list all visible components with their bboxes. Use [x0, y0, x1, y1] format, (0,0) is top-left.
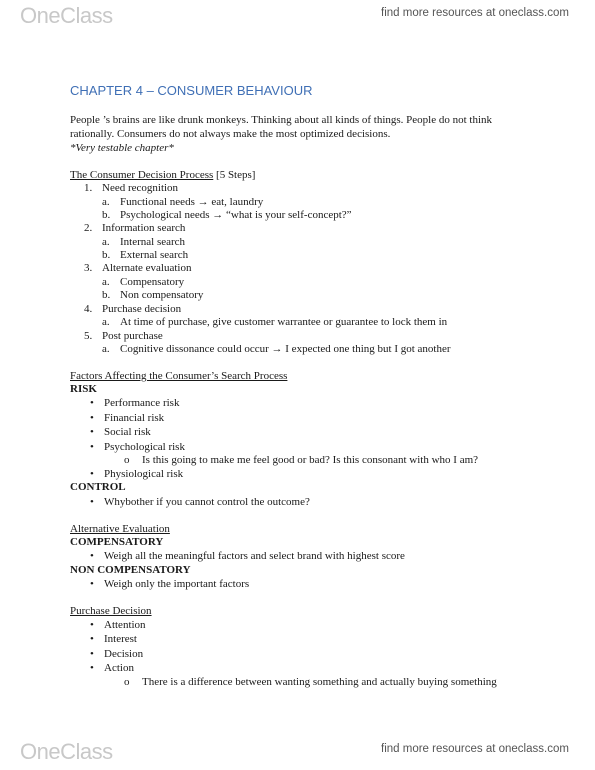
oneclass-logo: OneClass [20, 3, 113, 28]
bullet-icon: • [90, 550, 94, 562]
non-compensatory-item: Weigh only the important factors [104, 578, 250, 590]
step-num: 4. [84, 303, 93, 315]
process-heading-suffix: [5 Steps] [213, 169, 256, 181]
control-item: Whybother if you cannot control the outcome? [104, 496, 310, 508]
step-label: Purchase decision [102, 303, 182, 315]
bullet-icon: • [90, 662, 94, 674]
bullet-icon: • [90, 426, 94, 438]
purchase-item: Attention [104, 619, 146, 631]
substep-label: Functional needs → eat, laundry [120, 196, 264, 208]
risk-item: Psychological risk [104, 441, 185, 453]
process-heading [70, 169, 255, 181]
purchase-item: Decision [104, 648, 144, 660]
alternative-heading: Alternative Evaluation [70, 523, 170, 535]
substep-num: b. [102, 209, 111, 221]
purchase-item: Interest [104, 633, 137, 645]
bullet-icon: • [90, 468, 94, 480]
compensatory-label: COMPENSATORY [70, 536, 164, 548]
substep-label: Compensatory [120, 276, 185, 288]
process-heading-text: The Consumer Decision Process [70, 169, 214, 181]
step-num: 1. [84, 182, 93, 194]
purchase-item: Action [104, 662, 134, 674]
non-compensatory-label: NON COMPENSATORY [70, 564, 191, 576]
step-label: Post purchase [102, 330, 163, 342]
step-num: 3. [84, 262, 93, 274]
substep-num: a. [102, 276, 110, 288]
footer-find-more-resources-link[interactable]: find more resources at oneclass.com [381, 743, 569, 755]
substep-label: Cognitive dissonance could occur → I expected one thing but I got another [120, 343, 451, 355]
chapter-title: CHAPTER 4 – CONSUMER BEHAVIOUR [70, 83, 313, 98]
risk-label: RISK [70, 383, 97, 395]
bullet-icon: • [90, 578, 94, 590]
find-more-resources-link[interactable]: find more resources at oneclass.com [381, 7, 569, 19]
purchase-heading: Purchase Decision [70, 605, 152, 617]
substep-num: a. [102, 196, 110, 208]
intro-line-2: rationally. Consumers do not always make the most optimized decisions. [70, 128, 391, 140]
compensatory-item: Weigh all the meaningful factors and select brand with highest score [104, 550, 405, 562]
risk-item: Performance risk [104, 397, 180, 409]
factors-heading: Factors Affecting the Consumer’s Search Process [70, 370, 288, 382]
substep-label: Non compensatory [120, 289, 204, 301]
substep-label: External search [120, 249, 189, 261]
step-label: Need recognition [102, 182, 179, 194]
bullet-icon: • [90, 397, 94, 409]
step-label: Alternate evaluation [102, 262, 192, 274]
substep-label: Psychological needs → “what is your self-concept?” [120, 209, 352, 221]
substep-label: Internal search [120, 236, 186, 248]
bullet-icon: • [90, 496, 94, 508]
step-num: 2. [84, 222, 93, 234]
bullet-icon: • [90, 619, 94, 631]
bullet-icon: • [90, 441, 94, 453]
control-label: CONTROL [70, 481, 126, 493]
substep-label: At time of purchase, give customer warrantee or guarantee to lock them in [120, 316, 448, 328]
bullet-icon: • [90, 648, 94, 660]
testable-note: *Very testable chapter* [70, 142, 174, 154]
risk-item: Physiological risk [104, 468, 184, 480]
substep-num: a. [102, 343, 110, 355]
risk-sub-item: Is this going to make me feel good or bad? Is this consonant with who I am? [142, 454, 479, 466]
substep-num: b. [102, 289, 111, 301]
substep-num: a. [102, 316, 110, 328]
risk-item: Social risk [104, 426, 151, 438]
circle-bullet-icon: o [124, 454, 130, 466]
intro-line-1: People ’s brains are like drunk monkeys. Thinking about all kinds of things. People do not think [70, 114, 493, 126]
circle-bullet-icon: o [124, 676, 130, 688]
substep-num: b. [102, 249, 111, 261]
substep-num: a. [102, 236, 110, 248]
step-label: Information search [102, 222, 186, 234]
bullet-icon: • [90, 633, 94, 645]
purchase-sub-item: There is a difference between wanting something and actually buying something [142, 676, 497, 688]
oneclass-footer-logo: OneClass [20, 739, 113, 764]
step-num: 5. [84, 330, 93, 342]
bullet-icon: • [90, 412, 94, 424]
risk-item: Financial risk [104, 412, 165, 424]
